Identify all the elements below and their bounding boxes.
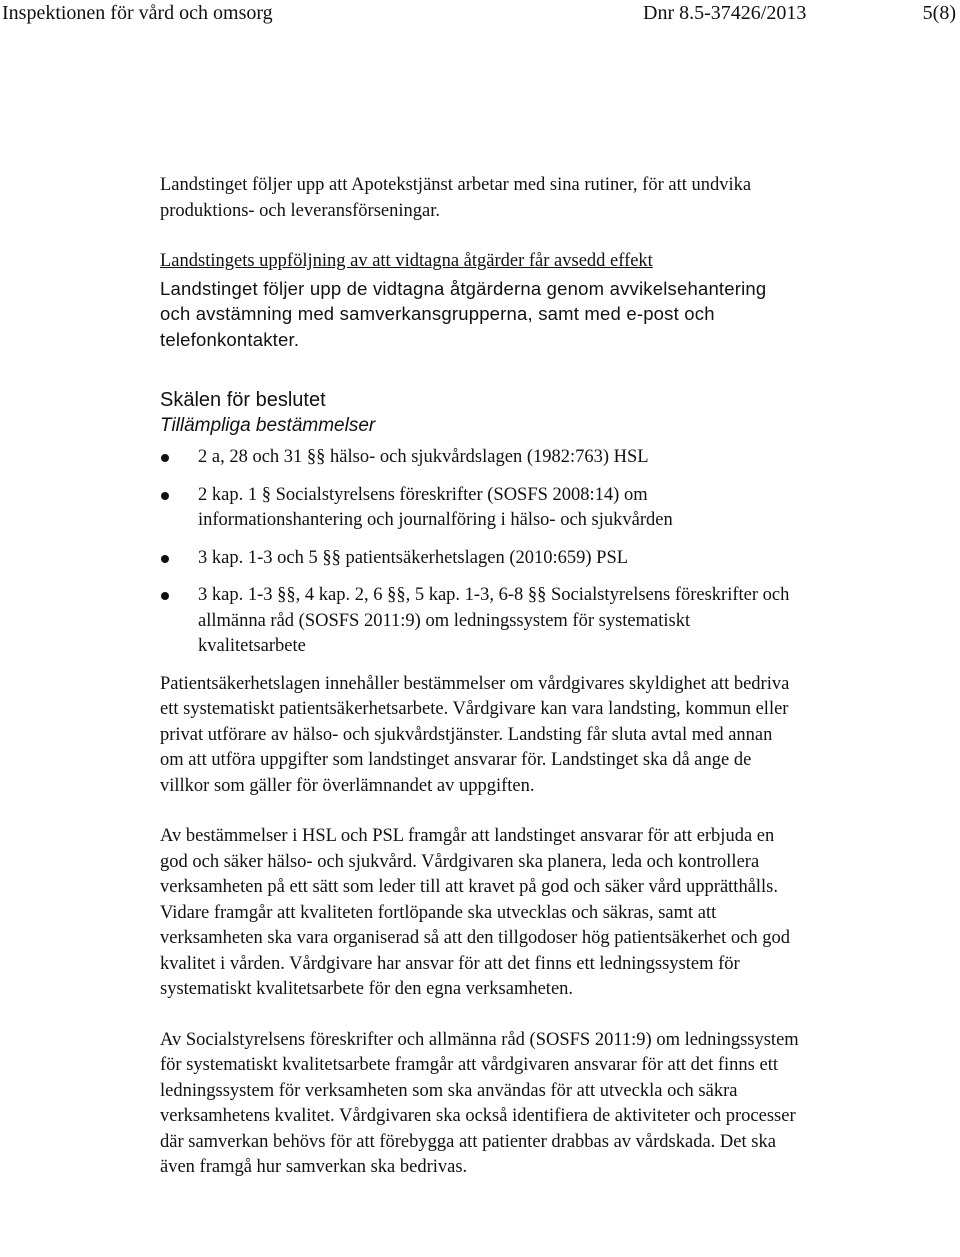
provision-item: 3 kap. 1-3 och 5 §§ patientsäkerhetslagen (2010:659) PSL (160, 546, 800, 572)
bullet-icon (161, 555, 169, 563)
provision-item: 2 a, 28 och 31 §§ hälso- och sjukvårdslagen (1982:763) HSL (160, 445, 800, 471)
provisions-list (160, 445, 800, 660)
followup-heading: Landstingets uppföljning av att vidtagna åtgärder får avsedd effekt (160, 251, 653, 271)
bullet-icon (161, 592, 169, 600)
header-page-number: 5(8) (922, 2, 956, 24)
document-body (160, 173, 800, 1181)
body-paragraph: Patientsäkerhetslagen innehåller bestämmelser om vårdgivares skyldighet att bedriva ett systematiskt patientsäkerhetsarbete. Vårdgivare kan vara landsting, kommun eller privat utförare av hälso- och sjukvårdstjänster. Landsting får sluta avtal med annan om att utföra uppgifter som landstinget ansvarar för. Landstinget ska då ange de villkor som gäller för överlämnandet av uppgiften. (160, 673, 790, 796)
provision-item: 2 kap. 1 § Socialstyrelsens föreskrifter (SOSFS 2008:14) om informationshantering och journalföring i hälso- och sjukvården (160, 483, 800, 534)
header-case-number: Dnr 8.5-37426/2013 (643, 2, 807, 24)
page-header (2, 0, 960, 26)
body-paragraph: Av Socialstyrelsens föreskrifter och allmänna råd (SOSFS 2011:9) om ledningssystem för systematiskt kvalitetsarbete framgår att vårdgivaren ansvarar för att det finns ett ledningssystem för verksamheten som ska användas för att utveckla och säkra verksamhetens kvalitet. Vårdgivaren ska också identifiera de aktiviteter och processer där samverkan behövs för att förebygga att patienter drabbas av vårdskada. Det ska även framgå hur samverkan ska bedrivas. (160, 1029, 799, 1177)
intro-paragraph: Landstinget följer upp att Apotekstjänst arbetar med sina rutiner, för att undvika produktions- och leveransförseningar. (160, 175, 752, 221)
body-paragraph: Av bestämmelser i HSL och PSL framgår att landstinget ansvarar för att erbjuda en god och säker hälso- och sjukvård. Vårdgivaren ska planera, leda och kontrollera verksamheten på ett sätt som leder till att kravet på god och säker vård upprätthålls. Vidare framgår att kvaliteten fortlöpande ska utvecklas och säkras, samt att verksamheten ska vara organiserad så att den tillgodoser hög patientsäkerhet och god kvalitet i vården. Vårdgivare har ansvar för att det finns ett ledningssystem för systematiskt kvalitetsarbete för den egna verksamheten. (160, 826, 790, 999)
section-title: Skälen för beslutet (160, 389, 326, 411)
bullet-icon (161, 492, 169, 500)
provision-item: 3 kap. 1-3 §§, 4 kap. 2, 6 §§, 5 kap. 1-3, 6-8 §§ Socialstyrelsens föreskrifter och allmänna råd (SOSFS 2011:9) om ledningssystem för systematiskt kvalitetsarbete (160, 583, 800, 660)
header-organization: Inspektionen för vård och omsorg (2, 2, 273, 24)
bullet-icon (161, 454, 169, 462)
followup-paragraph: Landstinget följer upp de vidtagna åtgärderna genom avvikelsehantering och avstämning med samverkansgrupperna, samt med e-post och telefonkontakter. (160, 277, 767, 350)
section-subtitle: Tillämpliga bestämmelser (160, 415, 376, 436)
